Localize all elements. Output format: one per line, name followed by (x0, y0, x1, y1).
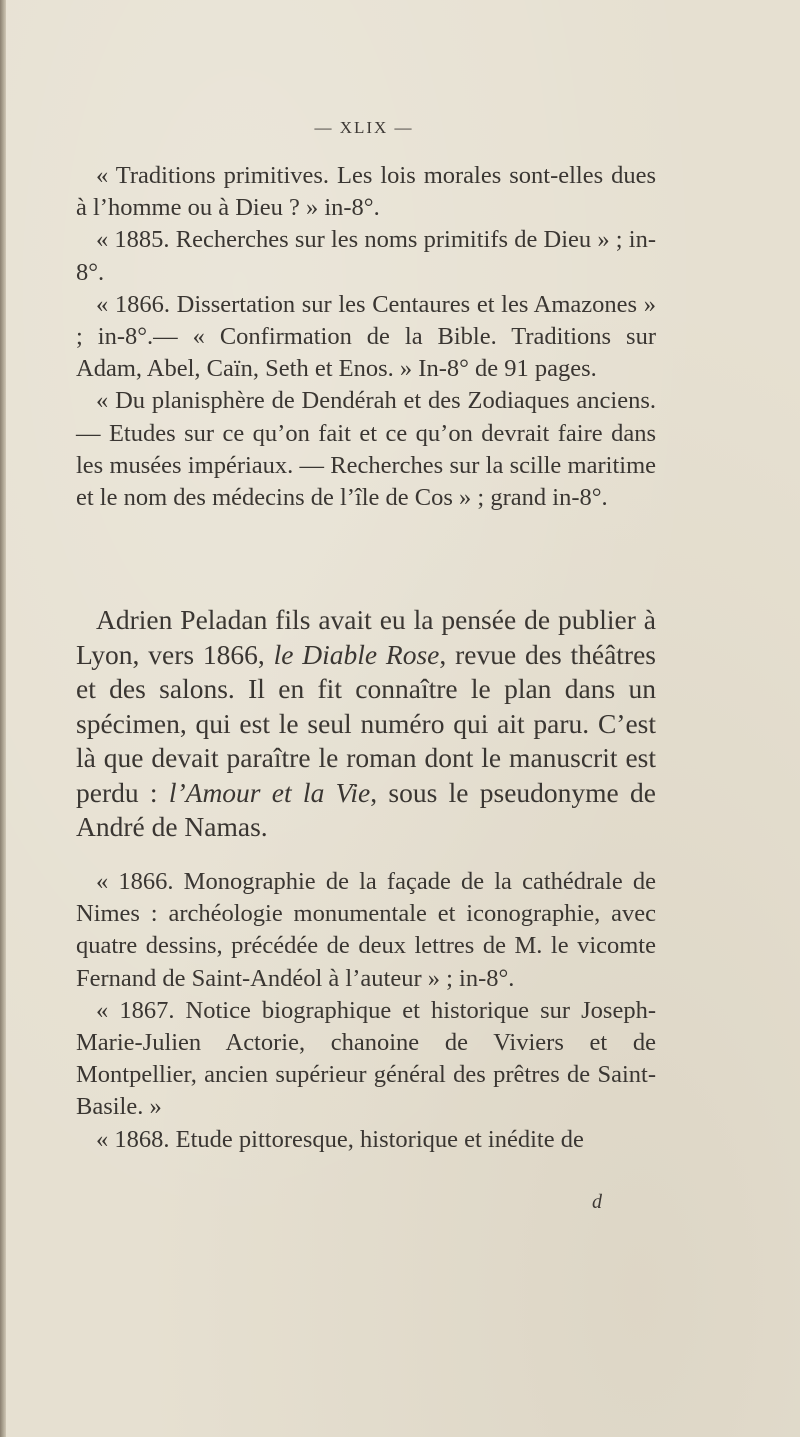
entry-traditions: « Traditions primitives. Les lois morales sont-elles dues à l’homme ou à Dieu ? » in-8°. (76, 162, 656, 222)
bibliography-block-1 (76, 160, 656, 514)
peladan-text-1: Adrien Peladan fils avait eu la pensée de publier à Lyon, vers 1866, (76, 604, 656, 670)
entry-1866-monographie: « 1866. Monographie de la façade de la cathédrale de Nimes : archéologie monumentale et iconographie, avec quatre dessins, précédée de deux lettres de M. le vicomte Fernand de Saint-Andéol à l’auteur » ; in-8°. (76, 868, 656, 992)
signature-mark: d (592, 1191, 602, 1213)
entry-1885: « 1885. Recherches sur les noms primitifs de Dieu » ; in-8°. (76, 226, 656, 286)
entry-1868-etude: « 1868. Etude pittoresque, historique et inédite de (96, 1125, 584, 1153)
running-head: — XLIX — (314, 118, 414, 137)
title-diable-rose: le Diable Rose (273, 638, 440, 670)
entry-1867-notice: « 1867. Notice biographique et historique sur Joseph-Marie-Julien Actorie, chanoine de Viviers et de Montpellier, ancien supérieur général des prêtres de Saint-Basile. » (76, 996, 656, 1121)
entry-denderah: « Du planisphère de Dendérah et des Zodiaques anciens. — Etudes sur ce qu’on fait et ce qu’on devrait faire dans les musées impériaux. — Recherches sur la scille maritime et le nom des médecins de l’île de Cos » ; grand in-8°. (76, 387, 656, 512)
title-amour-et-la-vie: l’Amour et la Vie (168, 776, 371, 808)
peladan-text-3: , sous le pseudonyme de André de Namas. (76, 776, 656, 842)
peladan-text (76, 603, 656, 845)
page-gutter (0, 0, 6, 1437)
peladan-paragraph (76, 603, 656, 845)
peladan-text-2: , revue des théâtres et des salons. Il en fit connaître le plan dans un spécimen, qui est le seul numéro qui ait paru. C’est là que devait paraître le roman dont le manuscrit est perdu : (76, 638, 656, 808)
bibliography-block-2 (76, 866, 656, 1156)
entry-1866-centaures: « 1866. Dissertation sur les Centaures et les Amazones » ; in-8°.— « Confirmation de la Bible. Traditions sur Adam, Abel, Caïn, Seth et Enos. » In-8° de 91 pages. (76, 290, 656, 383)
